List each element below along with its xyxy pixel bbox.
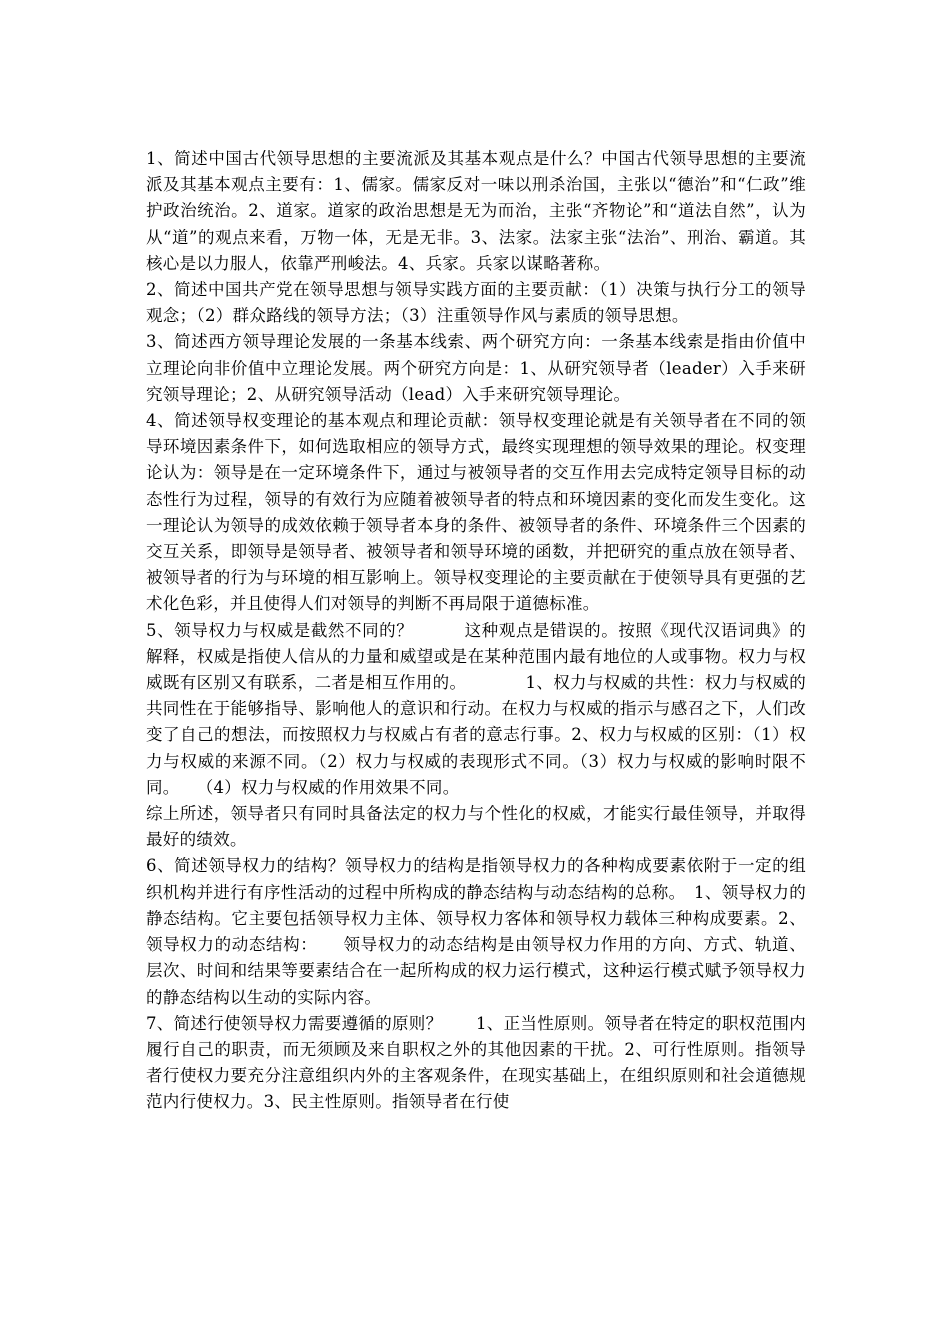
paragraph-summary: 综上所述，领导者只有同时具备法定的权力与个性化的权威，才能实行最佳领导，并取得最好的绩效。 — [146, 804, 806, 850]
paragraph-1: 1、简述中国古代领导思想的主要流派及其基本观点是什么？中国古代领导思想的主要流派及其基本观点主要有：1、儒家。儒家反对一味以刑杀治国，主张以“德治”和“仁政”维护政治统治。2、道家。道家的政治思想是无为而治，主张“齐物论”和“道法自然”，认为从“道”的观点来看，万物一体，无是无非。3、法家。法家主张“法治”、刑治、霸道。其核心是以力服人，依靠严刑峻法。4、兵家。兵家以谋略著称。 — [146, 149, 806, 273]
paragraph-5: 5、领导权力与权威是截然不同的？ 这种观点是错误的。按照《现代汉语词典》的解释，权威是指使人信从的力量和威望或是在某种范围内最有地位的人或事物。权力与权威既有区别又有联系，二者是相互作用的。 1、权力与权威的共性：权力与权威的共同性在于能够指导、影响他人的意识和行动。在权力与权威的指示与感召之下，人们改变了自己的想法，而按照权力与权威占有者的意志行事。2、权力与权威的区别：（1）权力与权威的来源不同。（2）权力与权威的表现形式不同。（3）权力与权威的影响时限不同。 （4）权力与权威的作用效果不同。 — [146, 620, 806, 797]
paragraph-3: 3、简述西方领导理论发展的一条基本线索、两个研究方向：一条基本线索是指由价值中立理论向非价值中立理论发展。两个研究方向是：1、从研究领导者（leader）入手来研究领导理论；2、从研究领导活动（lead）入手来研究领导理论。 — [146, 332, 806, 404]
paragraph-6: 6、简述领导权力的结构？领导权力的结构是指领导权力的各种构成要素依附于一定的组织机构并进行有序性活动的过程中所构成的静态结构与动态结构的总称。 1、领导权力的静态结构。它主要包括领导权力主体、领导权力客体和领导权力载体三种构成要素。2、领导权力的动态结构： 领导权力的动态结构是由领导权力作用的方向、方式、轨道、层次、时间和结果等要素结合在一起所构成的权力运行模式，这种运行模式赋予领导权力的静态结构以生动的实际内容。 — [146, 856, 806, 1007]
paragraph-4: 4、简述领导权变理论的基本观点和理论贡献：领导权变理论就是有关领导者在不同的领导环境因素条件下，如何选取相应的领导方式，最终实现理想的领导效果的理论。权变理论认为：领导是在一定环境条件下，通过与被领导者的交互作用去完成特定领导目标的动态性行为过程，领导的有效行为应随着被领导者的特点和环境因素的变化而发生变化。这一理论认为领导的成效依赖于领导者本身的条件、被领导者的条件、环境条件三个因素的交互关系，即领导是领导者、被领导者和领导环境的函数，并把研究的重点放在领导者、被领导者的行为与环境的相互影响上。领导权变理论的主要贡献在于使领导具有更强的艺术化色彩，并且使得人们对领导的判断不再局限于道德标准。 — [146, 411, 806, 614]
document-body — [146, 146, 806, 1116]
paragraph-2: 2、简述中国共产党在领导思想与领导实践方面的主要贡献：（1）决策与执行分工的领导观念；（2）群众路线的领导方法；（3）注重领导作风与素质的领导思想。 — [146, 280, 806, 326]
paragraph-7: 7、简述行使领导权力需要遵循的原则？ 1、正当性原则。领导者在特定的职权范围内履行自己的职责，而无须顾及来自职权之外的其他因素的干扰。2、可行性原则。指领导者行使权力要充分注意组织内外的主客观条件，在现实基础上，在组织原则和社会道德规范内行使权力。3、民主性原则。指领导者在行使 — [146, 1013, 806, 1112]
